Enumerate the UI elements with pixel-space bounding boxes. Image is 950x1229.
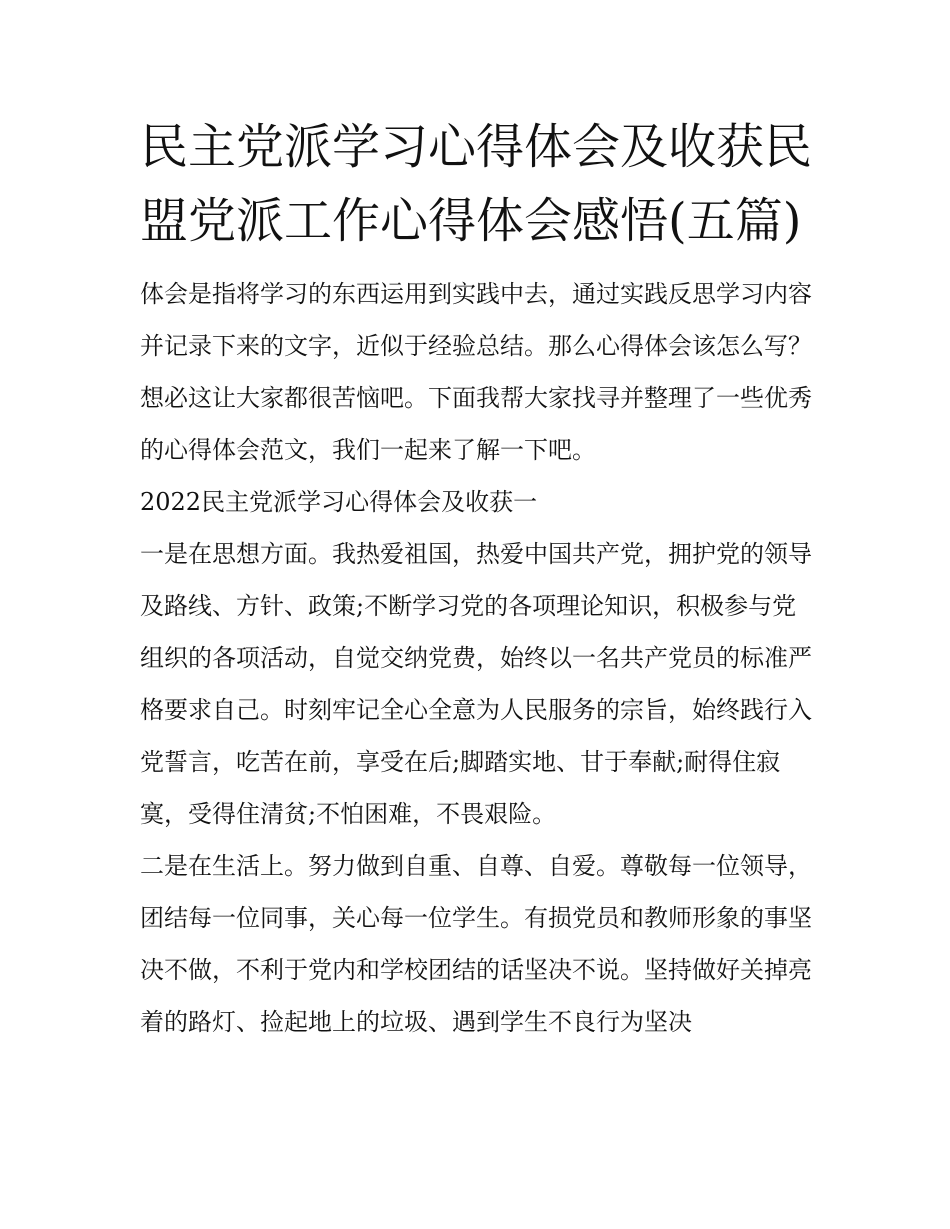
paragraph-thought: 一是在思想方面。我热爱祖国，热爱中国共产党，拥护党的领导及路线、方针、政策;不断学习党的各项理论知识，积极参与党组织的各项活动，自觉交纳党费，始终以一名共产党员的标准严格要求自己。时刻牢记全心全意为人民服务的宗旨，始终践行入党誓言，吃苦在前，享受在后;脚踏实地、甘于奉献;耐得住寂寞，受得住清贫;不怕困难，不畏艰险。: [140, 540, 812, 828]
section-heading: 2022民主党派学习心得体会及收获一: [140, 488, 538, 516]
intro-paragraph: 体会是指将学习的东西运用到实践中去，通过实践反思学习内容并记录下来的文字，近似于经验总结。那么心得体会该怎么写？想必这让大家都很苦恼吧。下面我帮大家找寻并整理了一些优秀的心得体会范文，我们一起来了解一下吧。: [140, 280, 812, 464]
document-title: 民主党派学习心得体会及收获民盟党派工作心得体会感悟(五篇): [140, 119, 813, 249]
document-body: [140, 268, 812, 1048]
paragraph-life: 二是在生活上。努力做到自重、自尊、自爱。尊敬每一位领导，团结每一位同事，关心每一位学生。有损党员和教师形象的事坚决不做，不利于党内和学校团结的话坚决不说。坚持做好关掉亮着的路灯、捡起地上的垃圾、遇到学生不良行为坚决: [140, 852, 812, 1036]
